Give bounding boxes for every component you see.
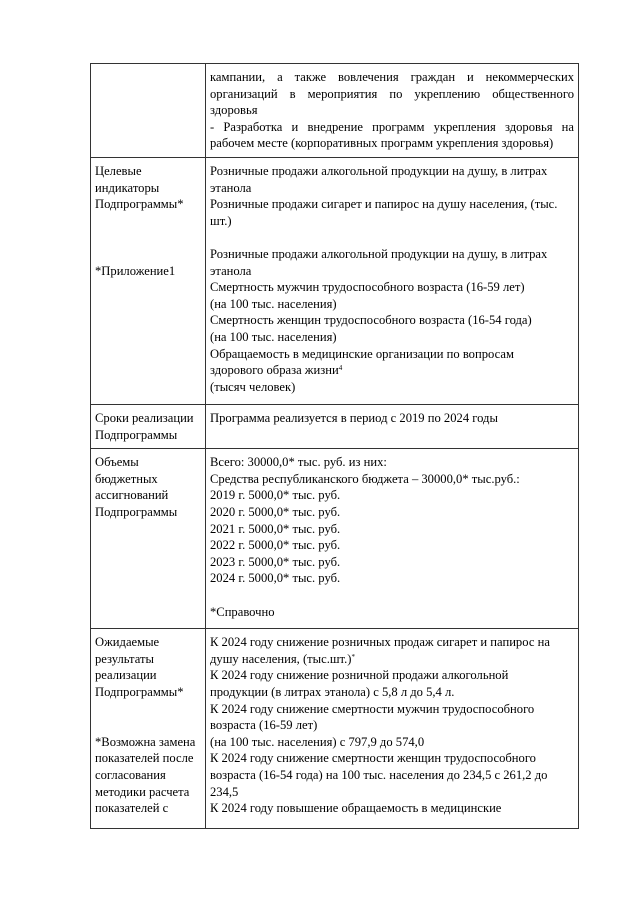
budget-line: Всего: 30000,0* тыс. руб. из них: <box>210 455 387 470</box>
result-line: 234,5 <box>210 784 239 799</box>
result-line: возраста (16-54 года) на 100 тыс. населения до 234,5 с 261,2 до <box>210 767 548 782</box>
indicator-line: (тысяч человек) <box>210 379 296 394</box>
indicator-line: Розничные продажи алкогольной продукции на душу, в литрах <box>210 246 548 261</box>
indicator-line: этанола <box>210 180 252 195</box>
row1-left-cell <box>91 157 206 404</box>
result-line: К 2024 году снижение розничных продаж сигарет и папирос на <box>210 635 550 650</box>
row0-right-cell <box>206 64 579 158</box>
row4-note-line: показателей с <box>95 801 169 816</box>
row4-label-line: результаты <box>95 651 154 666</box>
row4-label-line: Ожидаемые <box>95 635 160 650</box>
row1-label-line: Подпрограммы* <box>95 197 184 212</box>
budget-line: Средства республиканского бюджета – 30000,0* тыс.руб.: <box>210 471 520 486</box>
result-line: К 2024 году снижение розничной продажи алкогольной <box>210 668 509 683</box>
indicator-line: (на 100 тыс. населения) <box>210 329 337 344</box>
indicator-line: шт.) <box>210 213 232 228</box>
result-line: К 2024 году повышение обращаемость в медицинские <box>210 801 502 816</box>
row3-label-line: Объемы <box>95 455 139 470</box>
table-row <box>91 449 579 629</box>
row2-right-cell <box>206 404 579 448</box>
timeline-text: Программа реализуется в период с 2019 по 2024 годы <box>210 410 498 425</box>
result-line: К 2024 году снижение смертности мужчин трудоспособного <box>210 701 535 716</box>
budget-line: 2024 г. 5000,0* тыс. руб. <box>210 571 341 586</box>
healthy-lifestyle-text: здорового образа жизни <box>210 363 339 378</box>
budget-line: 2021 г. 5000,0* тыс. руб. <box>210 521 341 536</box>
row2-label-line: Сроки реализации <box>95 410 194 425</box>
row1-label-line: индикаторы <box>95 180 160 195</box>
result-line: возраста (16-59 лет) <box>210 718 318 733</box>
row3-left-cell <box>91 449 206 629</box>
row0-line: кампании, а также вовлечения граждан и некоммерческих <box>210 70 574 84</box>
budget-note: *Справочно <box>210 604 275 619</box>
table-row <box>91 64 579 158</box>
budget-line: 2023 г. 5000,0* тыс. руб. <box>210 554 341 569</box>
table-row <box>91 404 579 448</box>
budget-line: 2020 г. 5000,0* тыс. руб. <box>210 504 341 519</box>
row3-right-cell <box>206 449 579 629</box>
indicator-line: (на 100 тыс. населения) <box>210 296 337 311</box>
indicator-line: Обращаемость в медицинские организации по вопросам <box>210 346 514 361</box>
row1-note: *Приложение1 <box>95 263 176 278</box>
table-row <box>91 629 579 829</box>
row0-line: здоровья <box>210 103 258 118</box>
indicator-line: Розничные продажи сигарет и папирос на душу населения, (тыс. <box>210 197 558 212</box>
row3-label-line: ассигнований <box>95 488 169 503</box>
row3-label-line: бюджетных <box>95 471 158 486</box>
row4-label-line: Подпрограммы* <box>95 684 184 699</box>
row4-right-cell <box>206 629 579 829</box>
budget-line: 2022 г. 5000,0* тыс. руб. <box>210 538 341 553</box>
indicator-line: Смертность мужчин трудоспособного возраста (16-59 лет) <box>210 280 525 295</box>
indicator-line: этанола <box>210 263 252 278</box>
passport-table <box>90 63 579 829</box>
row0-line: - Разработка и внедрение программ укрепления здоровья на <box>210 119 574 134</box>
row4-left-cell <box>91 629 206 829</box>
row4-note-line: согласования <box>95 767 166 782</box>
row0-left-cell <box>91 64 206 158</box>
row4-note-line: методики расчета <box>95 784 190 799</box>
row2-left-cell <box>91 404 206 448</box>
footnote-mark: * <box>351 652 355 661</box>
row4-label-line: реализации <box>95 668 157 683</box>
row1-label-line: Целевые <box>95 163 142 178</box>
result-line <box>210 651 574 668</box>
indicator-line: Смертность женщин трудоспособного возраста (16-54 года) <box>210 313 532 328</box>
row4-note-line: *Возможна замена <box>95 734 196 749</box>
row4-note-line: показателей после <box>95 751 194 766</box>
row0-line: организаций в мероприятия по укреплению общественного <box>210 86 574 101</box>
result-line: (на 100 тыс. населения) с 797,9 до 574,0 <box>210 734 425 749</box>
result-line: К 2024 году снижение смертности женщин трудоспособного <box>210 751 536 766</box>
result-text: душу населения, (тыс.шт.) <box>210 651 352 666</box>
table-row <box>91 157 579 404</box>
row1-right-cell <box>206 157 579 404</box>
row0-line: рабочем месте (корпоративных программ укрепления здоровья) <box>210 136 554 151</box>
indicator-line <box>210 362 574 379</box>
footnote-mark: 4 <box>338 364 343 373</box>
row2-label-line: Подпрограммы <box>95 427 178 442</box>
row3-label-line: Подпрограммы <box>95 504 178 519</box>
indicator-line: Розничные продажи алкогольной продукции на душу, в литрах <box>210 163 548 178</box>
budget-line: 2019 г. 5000,0* тыс. руб. <box>210 488 341 503</box>
result-line: продукции (в литрах этанола) с 5,8 л до 5,4 л. <box>210 684 455 699</box>
